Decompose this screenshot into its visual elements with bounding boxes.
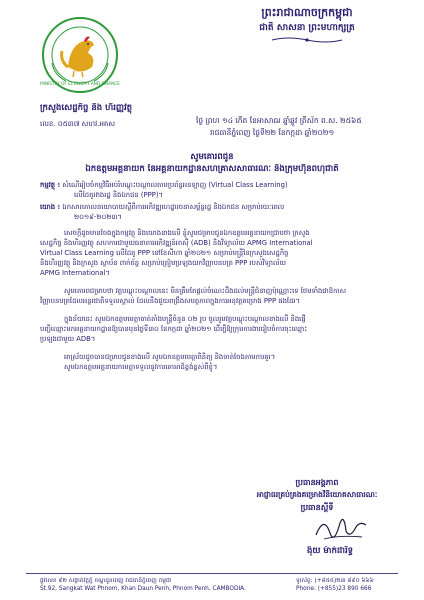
signature-title: ប្រធានអង្គភាព xyxy=(295,478,339,487)
reference-number: លេខ. ០៥៣៧ សហវ.អគស xyxy=(40,120,116,128)
solar-date: រាជធានីភ្នំពេញ ថ្ងៃទី២២ ខែកក្កដា ឆ្នាំ២០២១ xyxy=(210,128,335,137)
subject-label: កម្មវត្ថុ xyxy=(40,181,56,189)
footer-address xyxy=(40,577,246,593)
motto-ornament xyxy=(270,36,344,44)
subject-line-1: ៖ សំណើរៀបចំកម្មវិធីអប់រំបណ្តុះបណ្តាលតាមប្រព័ន្ធអនឡាញ (Virtual Class Learning) xyxy=(57,181,288,189)
logo-text: MINISTRY OF ECONOMY AND FINANCE xyxy=(40,81,120,86)
reference-label: យោង xyxy=(40,203,56,211)
body-line: អាស្រ័យដូចបានជម្រាបជូនខាងលើ សូមឯកឧត្តមមេត្តាពិនិត្យ និងចាត់ចែងតាមការគួរ។ xyxy=(64,353,276,361)
salutation: សូមគោរពជូន xyxy=(190,152,234,162)
signatory-name: ង៉ុយ ម៉ាក់ដារិទ្ធ xyxy=(306,546,354,556)
kingdom-heading: ព្រះរាជាណាចក្រកម្ពុជា xyxy=(261,6,353,19)
body-line: សូមឯកឧត្តមអគ្គនាយកមេត្តាទទួលនូវការគោរពដ៏ខ្ពង់ខ្ពស់ពីខ្ញុំ។ xyxy=(64,363,218,371)
footer-phone xyxy=(296,577,374,593)
ref-no: ០៥៣៧ xyxy=(57,120,80,128)
signature-office: អាជ្ញាធរគ្រប់គ្រងគម្រោងវិនិយោគសាធារណៈ xyxy=(256,490,378,499)
body-line: APMG International។ xyxy=(40,269,110,277)
reference-line-1: ៖ ឯកសារគោលនយោបាយស្តីពីការអភិវឌ្ឍហេដ្ឋារចនាសម្ព័ន្ធរដ្ឋ និងឯកជន សម្រាប់រយៈពេល xyxy=(57,203,285,211)
footer-phone-kh: ទូរស័ព្ទ: (+៨៥៥)២៣ ៨៩០ ៦៦៦ xyxy=(296,578,374,584)
body-line: បញ្ជីឈ្មោះមកអគ្គនាយកដ្ឋានឱ្យបានមុនថ្ងៃទី៣០ ខែកក្កដា ឆ្នាំ២០២១ ដើម្បីឱ្យក្រុមការងាររៀបចំការចុះឈ្មោះ xyxy=(40,325,308,333)
body-line: និងហិរញ្ញវត្ថុ និងក្រសួង ស្ថាប័ន ពាក់ព័ន្ធ សម្រាប់ត្រៀមប្រឡងយកវិញ្ញាបនបត្រ PPP របស់វិទ្យាល័យ xyxy=(40,259,286,267)
letter-body xyxy=(40,228,400,372)
footer-address-en: St.92, Sangkat Wat Phnom, Khan Daun Penh, Phnom Penh, CAMBODIA. xyxy=(40,586,246,592)
recipient: ឯកឧត្តមអគ្គនាយក នៃអគ្គនាយកដ្ឋានសហគ្រាសសាធារណៈ និងក្រុមហ៊ុនពហុជាតិ xyxy=(85,164,339,174)
footer-phone-en: Phone: (+855)23 890 666 xyxy=(296,586,372,592)
signature-role: ប្រធានស្តីទី xyxy=(300,503,334,512)
body-line: សេចក្តីដូចមានចែងក្នុងកម្មវត្ថុ និងយោងខាងលើ ខ្ញុំសូមជម្រាបជូនឯកឧត្តមអគ្គនាយកជ្រាបថា ក្រសួង xyxy=(64,229,310,237)
footer-address-kh: ផ្លូវលេខ ៩២ សង្កាត់វត្តភ្នំ ខណ្ឌដូនពេញ រាជធានីភ្នំពេញ កម្ពុជា xyxy=(40,578,172,584)
body-line: សូមគោរពជម្រាបថា វគ្គបណ្តុះបណ្តាលនេះ មិនត្រឹមតែផ្តល់ចំណេះដឹងដល់មន្ត្រីជំនាញប៉ុណ្ណោះទេ ថែមទាំងជាឱកាស xyxy=(64,287,347,295)
subject-line-2: លើដៃគូរវាងរដ្ឋ និងឯកជន (PPP)។ xyxy=(74,191,163,199)
ref-label: លេខ xyxy=(40,120,54,128)
body-line: សេដ្ឋកិច្ច និងហិរញ្ញវត្ថុ សហការជាមួយធនាគារអភិវឌ្ឍន៍អាស៊ី (ADB) និងវិទ្យាល័យ APMG International xyxy=(40,239,313,247)
national-motto: ជាតិ សាសនា ព្រះមហាក្សត្រ xyxy=(259,23,355,33)
handwritten-signature xyxy=(310,505,370,550)
subject-block xyxy=(40,180,400,200)
body-line: ក្នុងន័យនេះ សូមឯកឧត្តមមេត្តាចាត់តាំងមន្ត្រីចំនួន ០២ រូប ចូលរួមវគ្គបណ្តុះបណ្តាលខាងលើ និងផ្ញើ xyxy=(64,315,306,323)
ref-suffix: សហវ.អគស xyxy=(81,120,116,128)
ministry-logo xyxy=(40,15,120,95)
reference-line-2: ២០១៩-២០២៣។ xyxy=(74,213,122,221)
ministry-name: ក្រសួងសេដ្ឋកិច្ច និង ហិរញ្ញវត្ថុ xyxy=(40,103,133,113)
footer-divider xyxy=(26,573,398,574)
lunar-date: ថ្ងៃ ព្រហ ១៤ កើត ខែអាសាឍ ឆ្នាំឆ្លូវ ត្រីស័ក ព.ស. ២៥៦៥ xyxy=(196,116,362,125)
body-line: Virtual Class Learning លើដៃគូ PPP នៅខែសីហា ឆ្នាំ២០២១ សម្រាប់មន្ត្រីនៃក្រសួងសេដ្ឋកិច្ច xyxy=(40,249,289,257)
reference-block xyxy=(40,202,400,222)
body-line: វិញ្ញាបនបត្រដែលអន្តរជាតិទទួលស្គាល់ ដែលនឹងជួយពង្រឹងសមត្ថភាពក្នុងការអនុវត្តគម្រោង PPP ផងដែរ។ xyxy=(40,297,301,305)
body-line: ប្រឡងជាមួយ ADB។ xyxy=(40,335,96,343)
